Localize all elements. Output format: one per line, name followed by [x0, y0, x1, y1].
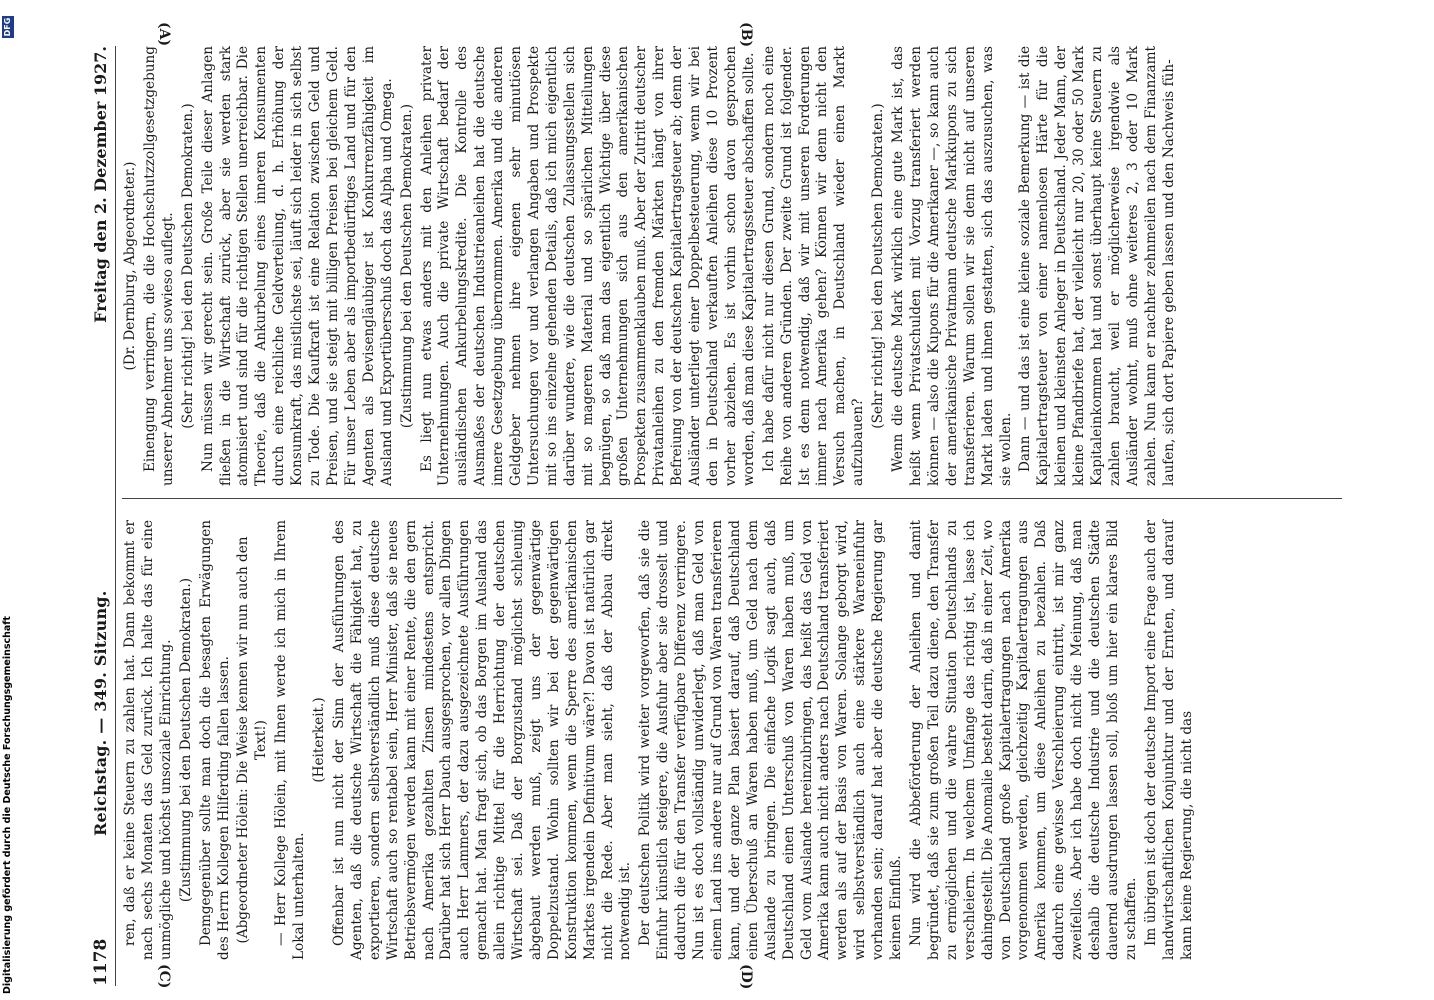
interjection: (Zustimmung bei den Deutschen Demokraten.) [398, 103, 415, 429]
column-rule [122, 498, 1342, 499]
paragraph: Nun wird die Abbeförderung der Anleihen und damit begründet, daß sie zum großen Teil dazu diene, den Transfer zu ermöglichen und die wahre Situation Deutschlands zu verschleiern. In welchem Umfange das richtig ist, lasse ich dahingestellt. Die Anomalie besteht darin, daß in einer Zeit, wo von Deutschland große Kapitalertragungen nach Amerika vorgenommen werden, gleichzeitig Kapitalertragungen aus Amerika kommen, um diese Anleihen zu bezahlen. Daß dadurch eine gewisse Verschleierung eintritt, ist mir ganz zweifellos. Aber ich habe doch nicht die Meinung, daß man deshalb die deutsche Industrie und die deutschen Städte dauernd ausdrungen lassen soll, bloß um hier ein klares Bild zu schaffen. [907, 520, 1139, 960]
margin-mark-d: (D) [738, 964, 754, 990]
right-column [122, 520, 1342, 960]
paragraph: Demgegenüber sollte man doch die besagten Erwägungen des Herrn Kollegen Hilferding fallen lassen. [197, 520, 232, 960]
margin-mark-a: (A) [156, 22, 172, 47]
paragraph: Der deutschen Politik wird weiter vorgeworfen, daß sie die Einfuhr künstlich steigere, die Ausfuhr aber sie drosselt und dadurch die für den Transfer verfügbare Differenz verringere. Nun ist es doch vollständig unwiderlegt, daß man Geld von einem Land ins andere nur auf Grund von Waren transferieren kann, und der ganze Plan basiert darauf, daß Deutschland einen Überschuß an Waren haben muß, um Geld nach dem Auslande zu bringen. Die einfache Logik sagt auch, daß Deutschland einen Unterschuß von Waren haben muß, um Geld vom Auslande hereinzubringen, das heißt das Geld von Amerika kann auch nicht anders nach Deutschland transferiert werden als auf der Basis von Waren. Solange geborgt wird, wird selbstverständlich auch eine stärkere Wareneinfuhr vorhanden sein; darauf hat aber die deutsche Regierung gar keinen Einfluß. [637, 520, 905, 960]
paragraph: Einengung verringern, die die Hochschutzzollgesetzgebung unserer Abnehmer uns sowieso auflegt. [141, 46, 176, 486]
interjection: (Abgeordneter Hölein: Die Weise kennen wir nun auch den Text!) [235, 536, 270, 944]
paragraph: Nun müssen wir gerecht sein. Große Teile dieser Anlagen fließen in die Wirtschaft zurück, aber sie werden stark atomisiert und sind für die richtigen Stellen unerreichbar. Die Theorie, daß die Ankurbelung eines inneren Konsumenten durch eine reichliche Geldverteilung, d. h. Erhöhung der Konsumkraft, das mistlichste sei, läuft sich leider in sich selbst zu Tode. Die Kaufkraft ist eine Relation zwischen Geld und Preisen, und sie steigt mit billigen Preisen bei gleichem Geld. Für unser Leben aber als importbedürftiges Land und für den Agenten als Devisengläubiger ist Konkurrenzfähigkeit im Ausland und Exportüberschuß doch das Alpha und Omega. [199, 46, 395, 486]
paragraph: ren, daß er keine Steuern zu zahlen hat. Dann bekommt er nach sechs Monaten das Geld zurück. Ich halte das für eine unmögliche und höchst unsoziale Einrichtung. [122, 520, 174, 960]
paragraph: Im übrigen ist doch der deutsche Import eine Frage auch der landwirtschaftlichen Konjunktur und der Ernten, und darauf kann keine Regierung, die nicht das [1142, 520, 1195, 960]
footer-credit: Digitalisierung gefördert durch die Deutsche Forschungsgemeinschaft [2, 616, 13, 994]
interjection: (Sehr richtig! bei den Deutschen Demokraten.) [870, 103, 887, 429]
interjection: (Heiterkeit.) [311, 697, 328, 783]
page-footer [2, 0, 16, 1000]
paragraph: Wenn die deutsche Mark wirklich eine gute Mark ist, das heißt wenn Privatschulden mit Vorzug transferiert werden können — also die Kupons für die Amerikaner —, so kann auch der amerikanische Privatmann deutsche Markkupons zu sich transferieren. Warum sollen wir sie denn nicht auf unseren Markt laden und ihnen gestatten, sich das auszusuchen, was sie wollen. [890, 46, 1014, 486]
dfg-logo: DFG [3, 17, 12, 37]
page-header [91, 46, 116, 986]
paragraph: Offenbar ist nun nicht der Sinn der Ausführungen des Agenten, daß die deutsche Wirtschaft die Fähigkeit hat, zu exportieren, sondern selbstverständlich muß diese deutsche Wirtschaft auch so rentabel sein, Herr Minister, daß sie neues Betriebsvermögen werden kann mit einer Rente, die den gern nach Amerika gezahlten Zinsen mindestens entspricht. Darüber hat sich Herr Dauch ausgesprochen, vor allen Dingen auch Herr Lammers, der dazu ausgezeichnete Ausführungen gemacht hat. Man fragt sich, ob das Borgen im Ausland das allein richtige Mittel für die Herrichtung der deutschen Wirtschaft sei. Daß der Borgzustand möglichst schleunig abgebaut werden muß, zeigt uns der gegenwärtige Doppelzustand. Wohin sollten wir bei der gegenwärtigen Konstruktion kommen, wenn die Sperre des amerikanischen Marktes irgendein Definitivum wäre?! Davon ist natürlich gar nicht die Rede. Aber man sieht, daß der Abbau direkt notwendig ist. [330, 520, 634, 960]
margin-mark-c: (C) [156, 964, 172, 989]
speaker-line: (Dr. Dernburg, Abgeordneter.) [122, 161, 138, 371]
paragraph: Ich habe dafür nicht nur diesen Grund, sondern noch eine Reihe von anderen Gründen. Der zweite Grund ist folgender. Ist es denn notwendig, daß wir mit unseren Forderungen immer nach Amerika gehen? Können wir denn nicht den Versuch machen, in Deutschland wieder einen Markt aufzubauen? [760, 46, 867, 486]
margin-mark-b: (B) [738, 22, 754, 48]
paragraph: — Herr Kollege Hölein, mit Ihnen werde ich mich in Ihrem Lokal unterhalten. [273, 520, 308, 960]
interjection: (Zustimmung bei den Deutschen Demokraten.) [177, 577, 194, 903]
header-title: Reichstag. — 349. Sitzung. [91, 590, 110, 836]
paragraph: Dann — und das ist eine kleine soziale Bemerkung — ist die Kapitalertragsteuer von einer namenlosen Härte für die kleinen und kleinsten Anleger in Deutschland. Jeder Mann, der kleine Pfandbriefe hat, der vielleicht nur 20, 30 oder 50 Mark Kapitaleinkommen hat und sonst überhaupt keine Steuern zu zahlen braucht, weil er möglicherweise irgendwie als Ausländer wohnt, muß ohne weiteres 2, 3 oder 10 Mark zahlen. Nun kann er nachher zehnmeilen nach dem Finanzamt laufen, sich dort Papiere geben lassen und den Nachweis füh- [1017, 46, 1177, 486]
page-number: 1178 [91, 938, 111, 986]
left-column [122, 46, 1342, 486]
paragraph: Es liegt nun etwas anders mit den Anleihen privater Unternehmungen. Auch die private Wirtschaft bedarf der ausländischen Ankurbelungskredite. Die Kontrolle des Ausmaßes der deutschen Industrieanleihen hat die deutsche innere Gesetzgebung übernommen. Amerika und die anderen Geldgeber nehmen ihre eigenen sehr minutiösen Untersuchungen vor und verlangen Angaben und Prospekte mit so ins einzelne gehenden Details, daß ich mich eigentlich darüber wundere, wie die deutschen Zulassungsstellen sich mit so mageren Material und so spärlichen Mitteilungen begnügen, so daß man das eigentlich Wichtige über diese großen Unternehmungen sich aus den amerikanischen Prospekten zusammenklauben muß. Aber der Zutritt deutscher Privatanleihen zu den fremden Märkten hängt von ihrer Befreiung von der deutschen Kapitalertragsteuer ab; denn der Ausländer unterliegt einer Doppelbesteuerung, wenn wir bei den in Deutschland verkauften Anleihen diese 10 Prozent vorher abziehen. Es ist vorhin schon davon gesprochen worden, daß man diese Kapitalertragssteuer abschaffen sollte. [418, 46, 757, 486]
interjection: (Sehr richtig! bei den Deutschen Demokraten.) [179, 103, 196, 429]
header-date: Freitag den 2. Dezember 1927. [91, 46, 110, 323]
